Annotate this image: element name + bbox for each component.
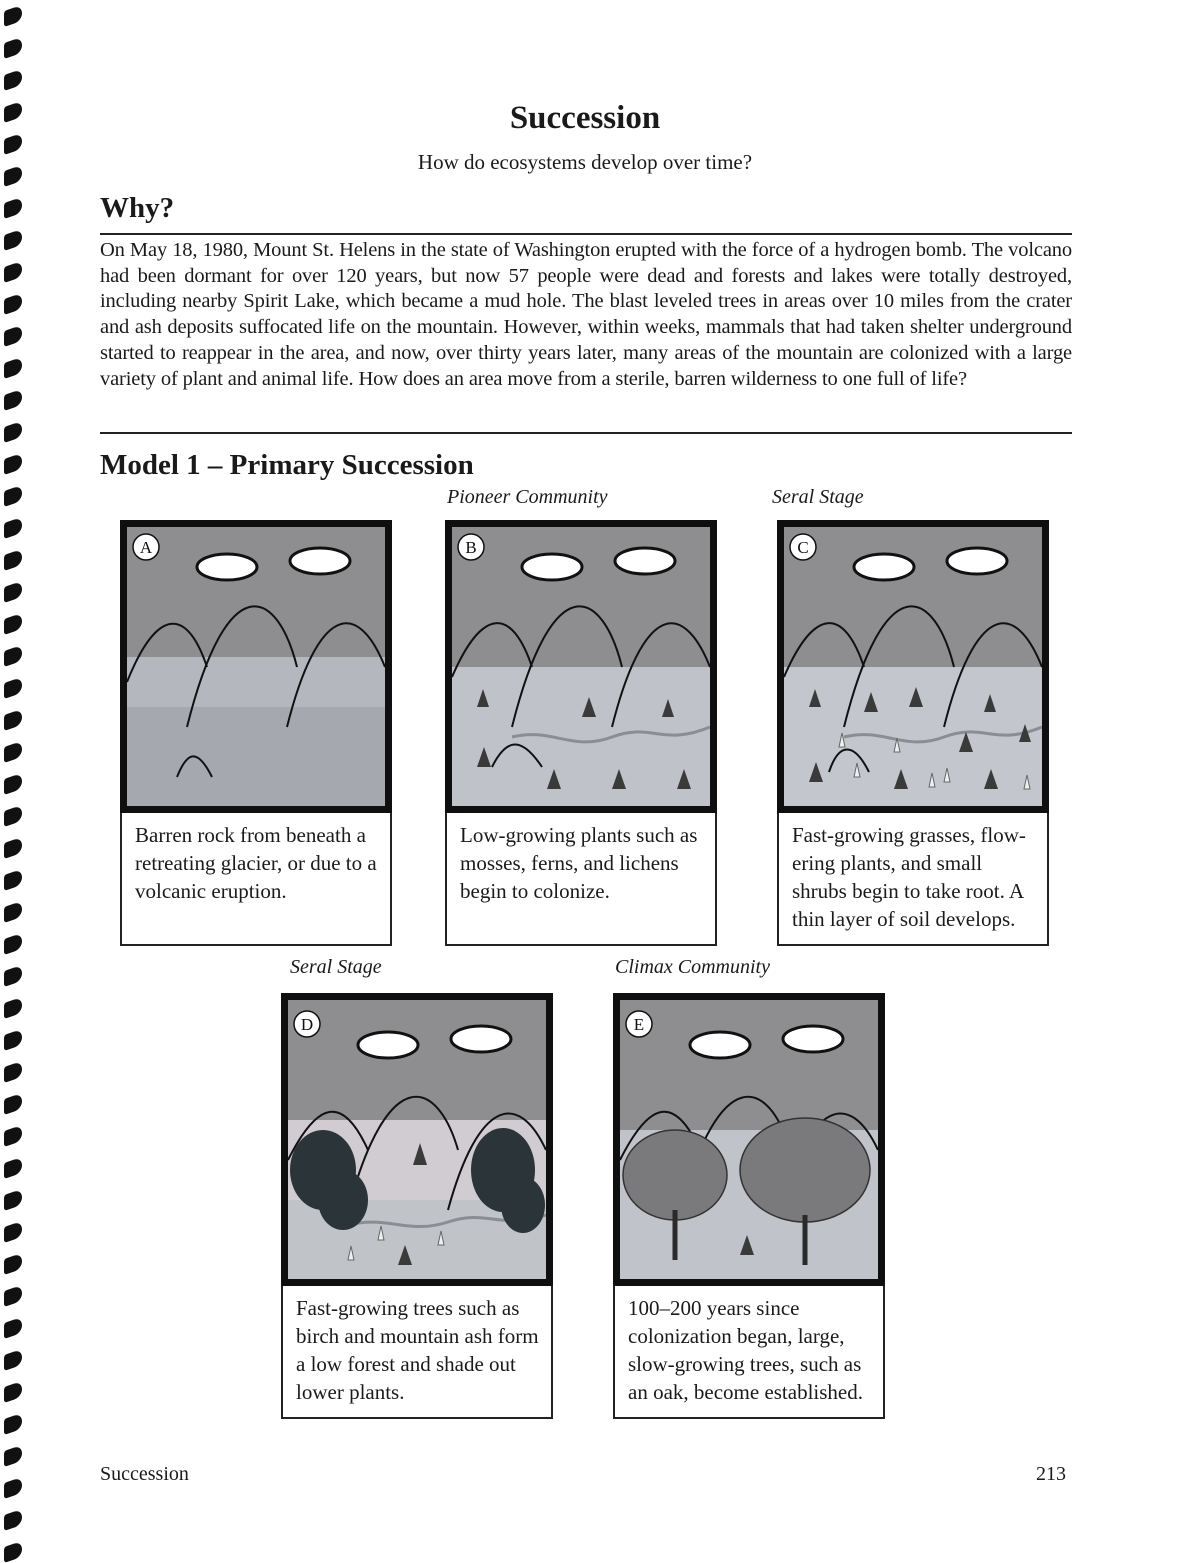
binding-coil <box>4 869 22 891</box>
binding-coil <box>4 1157 22 1179</box>
page-subtitle: How do ecosystems develop over time? <box>417 150 753 174</box>
panel-d-illustration <box>281 993 553 1286</box>
panel-a-illustration <box>120 520 392 813</box>
binding-coil <box>4 485 22 507</box>
panel-a <box>120 520 392 946</box>
binding-coil <box>4 805 22 827</box>
model-heading: Model 1 – Primary Succession <box>100 449 474 481</box>
binding-coil <box>4 5 22 27</box>
binding-coil <box>4 901 22 923</box>
panel-d <box>281 993 553 1419</box>
panel-c-caption: Fast-growing grasses, flowering plants, and small shrubs begin to take root. A thin layer of soil develops. <box>777 813 1049 946</box>
binding-coil <box>4 69 22 91</box>
binding-coil <box>4 293 22 315</box>
binding-coil <box>4 709 22 731</box>
binding-coil <box>4 389 22 411</box>
why-bottom-rule <box>100 432 1072 434</box>
binding-coil <box>4 1349 22 1371</box>
binding-coil <box>4 325 22 347</box>
why-paragraph: On May 18, 1980, Mount St. Helens in the state of Washington erupted with the force of a hydrogen bomb. The volcano had been dormant for over 120 years, but now 57 people were dead and forests and lakes were totally destroyed, including nearby Spirit Lake, which became a mud hole. The blast leveled trees in areas over 10 miles from the crater and ash deposits suffocated life on the mountain. However, within weeks, mammals that had taken shelter underground started to reappear in the area, and now, over thirty years later, many areas of the mountain are colonized with a large variety of plant and animal life. How does an area move from a sterile, barren wilderness to one full of life? <box>100 239 1072 390</box>
panel-e-letter: E <box>633 1015 645 1034</box>
binding-coil <box>4 197 22 219</box>
panel-b-caption: Low-growing plants such as mosses, ferns, and lichens begin to colonize. <box>445 813 717 946</box>
binding-coil <box>4 1317 22 1339</box>
panel-a-letter: A <box>139 538 153 557</box>
panel-e-caption: 100–200 years since colonization began, large, slow-growing trees, such as an oak, become established. <box>613 1286 885 1419</box>
binding-coil <box>4 1381 22 1403</box>
stage-label-b: Pioneer Community <box>447 486 608 508</box>
binding-coil <box>4 741 22 763</box>
binding-coil <box>4 1061 22 1083</box>
binding-coil <box>4 837 22 859</box>
stage-label-e: Climax Community <box>615 956 770 978</box>
binding-coil <box>4 549 22 571</box>
binding-coil <box>4 1253 22 1275</box>
binding-coil <box>4 229 22 251</box>
why-heading: Why? <box>100 192 175 224</box>
binding-coil <box>4 965 22 987</box>
binding-coil <box>4 581 22 603</box>
page-number: 213 <box>1036 1463 1066 1485</box>
binding-coil <box>4 1125 22 1147</box>
panel-c-illustration <box>777 520 1049 813</box>
panel-b <box>445 520 717 946</box>
panel-d-caption: Fast-growing trees such as birch and mountain ash form a low forest and shade out lower plants. <box>281 1286 553 1419</box>
binding-coil <box>4 517 22 539</box>
panel-d-letter: D <box>300 1015 314 1034</box>
binding-coil <box>4 453 22 475</box>
binding-coil <box>4 1189 22 1211</box>
binding-coil <box>4 1285 22 1307</box>
binding-coil <box>4 1445 22 1467</box>
panel-a-caption: Barren rock from beneath a retreating glacier, or due to a volcanic eruption. <box>120 813 392 946</box>
binding-coil <box>4 421 22 443</box>
panel-c <box>777 520 1049 946</box>
binding-coil <box>4 1029 22 1051</box>
binding-coil <box>4 37 22 59</box>
binding-coil <box>4 1221 22 1243</box>
binding-coil <box>4 773 22 795</box>
binding-coil <box>4 677 22 699</box>
binding-coil <box>4 357 22 379</box>
why-top-rule <box>100 233 1072 235</box>
binding-coil <box>4 1509 22 1531</box>
page-title: Succession <box>509 100 661 136</box>
binding-coil <box>4 933 22 955</box>
binding-coil <box>4 645 22 667</box>
panel-c-letter: C <box>797 538 809 557</box>
panel-b-letter: B <box>465 538 477 557</box>
panel-b-illustration <box>445 520 717 813</box>
binding-coil <box>4 1541 22 1563</box>
binding-coil <box>4 1093 22 1115</box>
binding-coil <box>4 997 22 1019</box>
stage-label-c: Seral Stage <box>772 486 864 508</box>
panel-e-illustration <box>613 993 885 1286</box>
footer-title: Succession <box>100 1463 189 1485</box>
spiral-binding <box>0 0 30 1553</box>
panel-e <box>613 993 885 1419</box>
binding-coil <box>4 613 22 635</box>
binding-coil <box>4 261 22 283</box>
binding-coil <box>4 1477 22 1499</box>
stage-label-d: Seral Stage <box>290 956 382 978</box>
binding-coil <box>4 1413 22 1435</box>
